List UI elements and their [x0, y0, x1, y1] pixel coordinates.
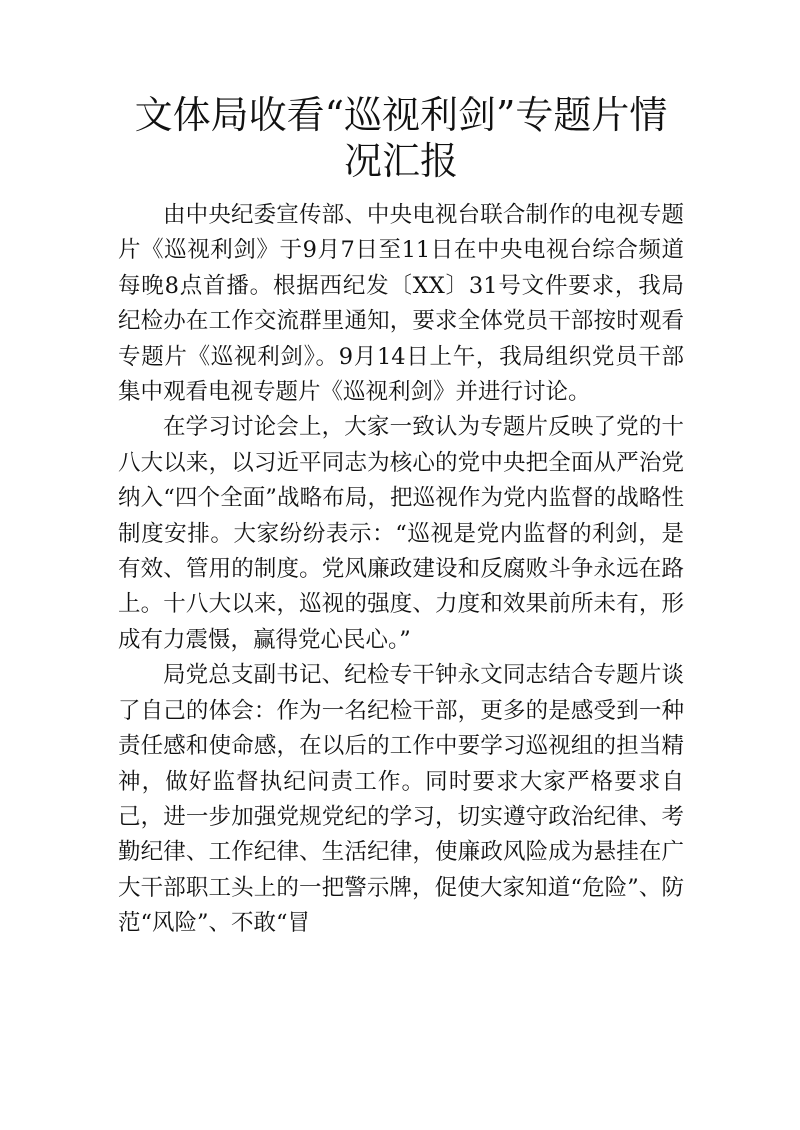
paragraph-3: 局党总支副书记、纪检专干钟永文同志结合专题片谈了自己的体会：作为一名纪检干部，更多的是感受到一种责任感和使命感，在以后的工作中要学习巡视组的担当精神，做好监督执纪问责工作。同时要求大家严格要求自己，进一步加强党规党纪的学习，切实遵守政治纪律、考勤纪律、工作纪律、生活纪律，使廉政风险成为悬挂在广大干部职工头上的一把警示牌，促使大家知道“危险”、防范“风险”、不敢“冒 [118, 662, 684, 937]
paragraph-2: 在学习讨论会上，大家一致认为专题片反映了党的十八大以来，以习近平同志为核心的党中央把全面从严治党纳入“四个全面”战略布局，把巡视作为党内监督的战略性制度安排。大家纷纷表示：“巡视是党内监督的利剑，是有效、管用的制度。党风廉政建设和反腐败斗争永远在路上。十八大以来，巡视的强度、力度和效果前所未有，形成有力震慑，赢得党心民心。” [118, 414, 684, 653]
document-title: 文体局收看“巡视利剑”专题片情况汇报 [134, 93, 668, 183]
document-body [118, 198, 684, 942]
paragraph-1: 由中央纪委宣传部、中央电视台联合制作的电视专题片《巡视利剑》于9月7日至11日在中央电视台综合频道每晚8点首播。根据西纪发〔XX〕31号文件要求，我局纪检办在工作交流群里通知，要求全体党员干部按时观看专题片《巡视利剑》。9月14日上午，我局组织党员干部集中观看电视专题片《巡视利剑》并进行讨论。 [118, 202, 684, 406]
